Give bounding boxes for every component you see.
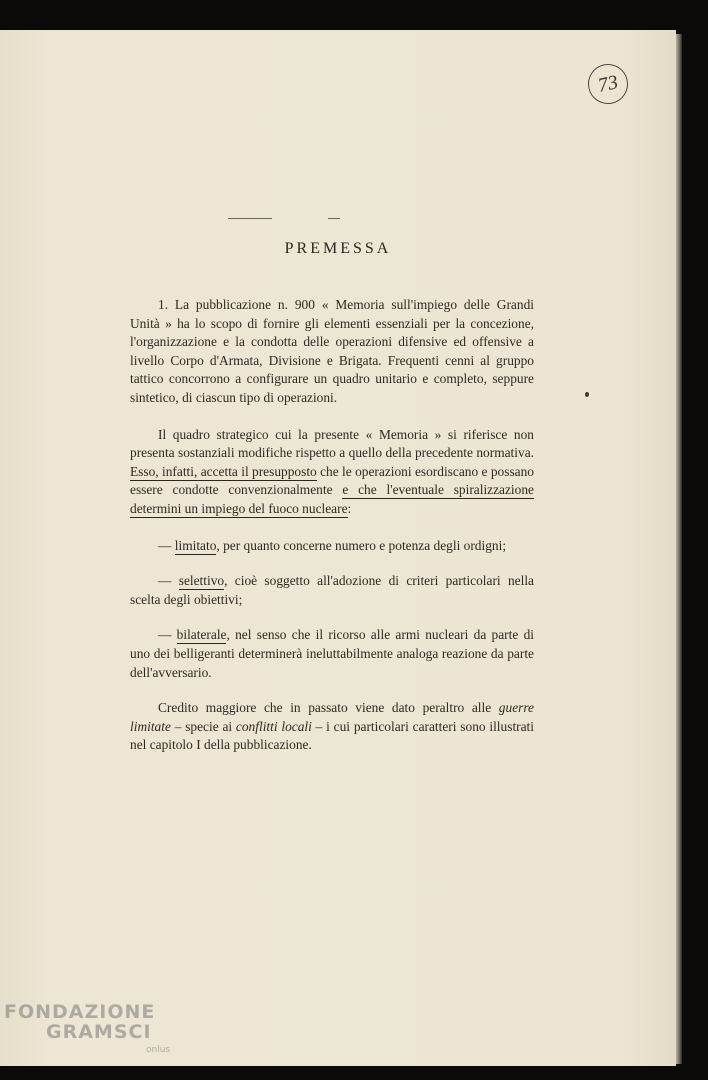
underlined-text: limitato [174,537,217,553]
handwritten-page-number: 73 [584,60,631,107]
underlined-text: bilaterale [176,627,227,643]
paragraph-1: 1. La pubblicazione n. 900 « Memoria sull'impiego delle Grandi Unità » ha lo scopo di fornire gli elementi essenziali per la concezione, l'organizzazione e la condotta delle operazioni difensive ed offensive a livello Corpo d'Armata, Divisione e Brigata. Frequenti cenni al gruppo tattico concorrono a configurare un quadro unitario e completo, seppure sintetico, di ciascun tipo di operazioni. [130,297,534,405]
top-rule [228,218,340,219]
paragraph-2: Il quadro strategico cui la presente « Memoria » si riferisce non presenta sostanziali modifiche rispetto a quello della precedente normativa. Esso, infatti, accetta il presupposto che le operazioni esordiscano e possano essere condotte convenzionalmente e che l'eventuale spiralizzazione determini un impiego del fuoco nucleare: [130,426,534,516]
document-body [130,296,534,773]
paragraph-3: Credito maggiore che in passato viene dato peraltro alle guerre limitate – specie ai conflitti locali – i cui particolari caratteri sono illustrati nel capitolo I della pubblicazione. [130,700,535,753]
underlined-text: e che l'eventuale spiralizzazione determini un impiego del fuoco nucleare [130,482,534,516]
list-item: — limitato, per quanto concerne numero e potenza degli ordigni; [158,537,507,553]
list-item: — selettivo, cioè soggetto all'adozione di criteri particolari nella scelta degli obiettivi; [130,573,535,607]
margin-mark [585,392,589,397]
page-edge [676,34,682,1064]
list-item: — bilaterale, nel senso che il ricorso alle armi nucleari da parte di uno dei belligeranti determinerà ineluttabilmente analoga reazione da parte dell'avversario. [130,627,534,680]
underlined-text: Esso, infatti, accetta il presupposto [130,463,317,479]
underlined-text: selettivo [178,573,225,589]
page-title: PREMESSA [284,240,392,257]
fondazione-gramsci-watermark: FONDAZIONE GRAMSCI onlus [4,1001,171,1055]
